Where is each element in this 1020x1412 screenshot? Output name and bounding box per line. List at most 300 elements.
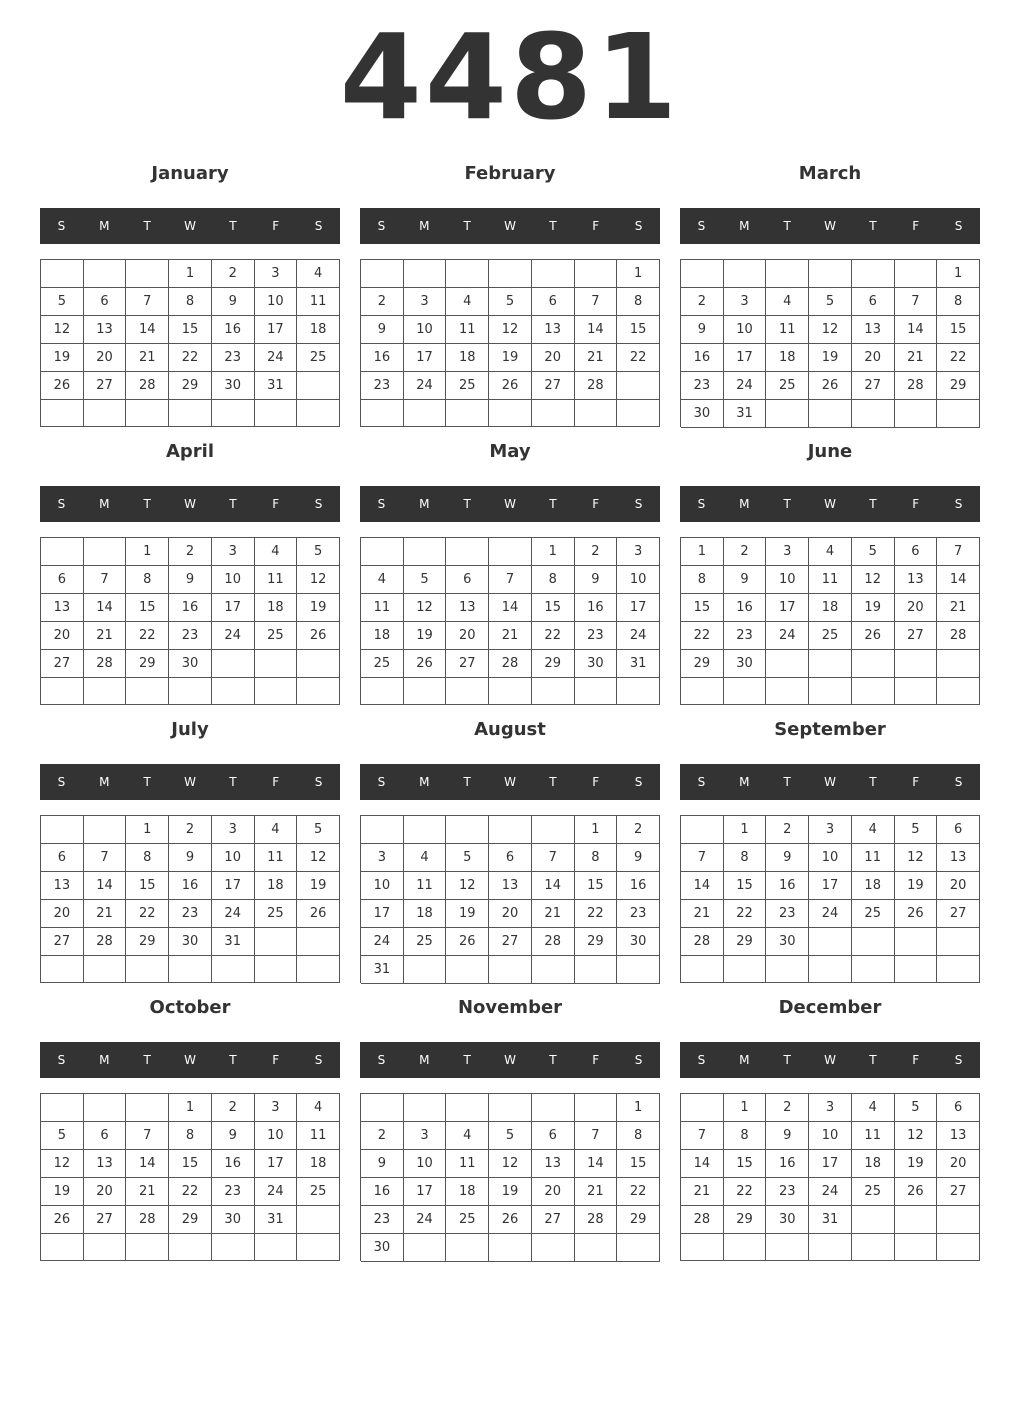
day-cell: 4 bbox=[297, 260, 340, 288]
day-cell bbox=[404, 260, 447, 288]
weekday-label: F bbox=[272, 219, 280, 233]
day-cell: 28 bbox=[681, 1206, 724, 1234]
day-cell: 28 bbox=[126, 372, 169, 400]
day-cell: 5 bbox=[489, 1122, 532, 1150]
day-cell bbox=[84, 1094, 127, 1122]
day-cell bbox=[809, 1234, 852, 1261]
day-cell bbox=[361, 678, 404, 705]
day-cell: 29 bbox=[617, 1206, 660, 1234]
day-cell: 17 bbox=[255, 316, 298, 344]
day-cell: 2 bbox=[681, 288, 724, 316]
weekday-header bbox=[40, 1042, 340, 1078]
day-cell: 18 bbox=[446, 344, 489, 372]
day-cell bbox=[489, 1234, 532, 1262]
day-cell: 22 bbox=[126, 622, 169, 650]
day-cell: 26 bbox=[489, 1206, 532, 1234]
weekday-label: M bbox=[739, 219, 750, 233]
day-cell: 12 bbox=[895, 1122, 938, 1150]
weekday-label: T bbox=[869, 497, 877, 511]
weekday-label: T bbox=[463, 775, 471, 789]
weekday-label: F bbox=[912, 219, 920, 233]
day-cell: 7 bbox=[681, 844, 724, 872]
day-cell bbox=[489, 678, 532, 705]
day-cell bbox=[404, 538, 447, 566]
day-cell bbox=[297, 372, 340, 400]
day-cell: 11 bbox=[361, 594, 404, 622]
day-cell: 5 bbox=[41, 288, 84, 316]
day-cell: 21 bbox=[489, 622, 532, 650]
day-cell bbox=[766, 956, 809, 983]
day-cell: 9 bbox=[617, 844, 660, 872]
day-cell: 29 bbox=[575, 928, 618, 956]
day-cell bbox=[41, 538, 84, 566]
day-cell bbox=[937, 956, 980, 983]
day-cell bbox=[575, 1234, 618, 1262]
day-cell bbox=[766, 650, 809, 678]
day-cell: 6 bbox=[937, 1094, 980, 1122]
day-cell: 8 bbox=[617, 288, 660, 316]
day-cell: 6 bbox=[852, 288, 895, 316]
day-cell: 22 bbox=[724, 900, 767, 928]
day-cell bbox=[361, 538, 404, 566]
day-cell: 10 bbox=[255, 288, 298, 316]
day-cell bbox=[489, 1094, 532, 1122]
day-cell: 7 bbox=[126, 1122, 169, 1150]
day-cell: 22 bbox=[937, 344, 980, 372]
day-grid bbox=[40, 1093, 340, 1261]
day-cell: 8 bbox=[617, 1122, 660, 1150]
day-cell: 14 bbox=[681, 1150, 724, 1178]
day-cell: 25 bbox=[297, 1178, 340, 1206]
day-cell: 28 bbox=[681, 928, 724, 956]
day-cell bbox=[766, 1234, 809, 1261]
day-cell: 11 bbox=[255, 566, 298, 594]
day-cell: 5 bbox=[852, 538, 895, 566]
day-cell: 24 bbox=[809, 900, 852, 928]
day-cell bbox=[255, 678, 298, 705]
day-cell: 10 bbox=[404, 316, 447, 344]
day-cell bbox=[937, 1206, 980, 1234]
day-cell: 16 bbox=[169, 594, 212, 622]
weekday-label: T bbox=[549, 219, 557, 233]
day-cell: 25 bbox=[255, 900, 298, 928]
day-cell: 16 bbox=[212, 1150, 255, 1178]
weekday-header bbox=[40, 486, 340, 522]
weekday-label: M bbox=[99, 1053, 110, 1067]
day-cell bbox=[532, 260, 575, 288]
day-cell: 20 bbox=[489, 900, 532, 928]
day-cell bbox=[126, 1234, 169, 1261]
day-cell: 20 bbox=[532, 344, 575, 372]
day-cell bbox=[681, 816, 724, 844]
day-cell: 18 bbox=[361, 622, 404, 650]
day-cell: 17 bbox=[617, 594, 660, 622]
day-cell: 20 bbox=[937, 872, 980, 900]
day-cell bbox=[169, 400, 212, 427]
day-cell: 23 bbox=[212, 344, 255, 372]
day-cell bbox=[361, 1094, 404, 1122]
day-cell: 9 bbox=[361, 1150, 404, 1178]
day-cell: 7 bbox=[575, 288, 618, 316]
day-cell: 23 bbox=[724, 622, 767, 650]
day-cell: 4 bbox=[852, 816, 895, 844]
day-cell: 10 bbox=[809, 844, 852, 872]
day-cell: 14 bbox=[532, 872, 575, 900]
day-cell bbox=[532, 956, 575, 984]
day-cell: 3 bbox=[212, 816, 255, 844]
day-cell: 14 bbox=[126, 1150, 169, 1178]
month-name: January bbox=[151, 163, 229, 184]
weekday-header bbox=[360, 486, 660, 522]
weekday-label: F bbox=[912, 775, 920, 789]
day-cell: 26 bbox=[297, 900, 340, 928]
day-cell: 20 bbox=[895, 594, 938, 622]
day-cell: 23 bbox=[617, 900, 660, 928]
day-cell: 11 bbox=[852, 1122, 895, 1150]
day-cell: 16 bbox=[361, 1178, 404, 1206]
day-cell: 8 bbox=[937, 288, 980, 316]
day-cell bbox=[937, 928, 980, 956]
day-grid bbox=[680, 1093, 980, 1261]
day-cell: 31 bbox=[212, 928, 255, 956]
weekday-label: F bbox=[592, 1053, 600, 1067]
day-cell: 25 bbox=[766, 372, 809, 400]
weekday-label: T bbox=[783, 775, 791, 789]
day-cell: 17 bbox=[766, 594, 809, 622]
month-name: April bbox=[165, 441, 215, 462]
day-cell: 7 bbox=[937, 538, 980, 566]
day-cell: 29 bbox=[532, 650, 575, 678]
day-cell bbox=[212, 956, 255, 983]
day-cell: 8 bbox=[169, 288, 212, 316]
day-cell bbox=[766, 260, 809, 288]
weekday-label: S bbox=[314, 1053, 323, 1067]
day-cell: 30 bbox=[212, 372, 255, 400]
day-cell bbox=[766, 400, 809, 428]
day-cell: 1 bbox=[169, 260, 212, 288]
day-cell: 29 bbox=[126, 650, 169, 678]
day-cell bbox=[255, 650, 298, 678]
weekday-label: M bbox=[99, 497, 110, 511]
day-cell: 12 bbox=[41, 1150, 84, 1178]
day-cell: 15 bbox=[126, 872, 169, 900]
day-cell: 24 bbox=[809, 1178, 852, 1206]
day-cell bbox=[681, 1234, 724, 1261]
day-cell: 18 bbox=[297, 316, 340, 344]
day-cell: 10 bbox=[212, 566, 255, 594]
day-cell: 25 bbox=[446, 372, 489, 400]
day-cell: 20 bbox=[84, 1178, 127, 1206]
day-cell: 19 bbox=[41, 344, 84, 372]
day-cell: 12 bbox=[297, 566, 340, 594]
day-grid bbox=[680, 815, 980, 983]
day-cell bbox=[169, 1234, 212, 1261]
day-cell: 23 bbox=[361, 372, 404, 400]
day-cell: 1 bbox=[169, 1094, 212, 1122]
day-cell bbox=[852, 650, 895, 678]
day-cell: 25 bbox=[446, 1206, 489, 1234]
day-cell: 16 bbox=[681, 344, 724, 372]
day-cell: 26 bbox=[809, 372, 852, 400]
day-cell: 13 bbox=[84, 1150, 127, 1178]
day-cell: 15 bbox=[617, 1150, 660, 1178]
day-cell: 13 bbox=[84, 316, 127, 344]
day-cell: 13 bbox=[41, 872, 84, 900]
day-cell bbox=[84, 1234, 127, 1261]
day-cell: 25 bbox=[361, 650, 404, 678]
weekday-header bbox=[40, 208, 340, 244]
weekday-label: S bbox=[314, 775, 323, 789]
day-cell: 3 bbox=[404, 1122, 447, 1150]
day-cell bbox=[297, 1206, 340, 1234]
day-cell: 12 bbox=[446, 872, 489, 900]
day-cell: 2 bbox=[575, 538, 618, 566]
day-cell bbox=[489, 816, 532, 844]
day-cell: 26 bbox=[895, 1178, 938, 1206]
day-cell: 18 bbox=[852, 872, 895, 900]
day-cell: 7 bbox=[681, 1122, 724, 1150]
day-cell: 19 bbox=[895, 872, 938, 900]
day-cell: 15 bbox=[724, 1150, 767, 1178]
day-cell: 2 bbox=[169, 816, 212, 844]
day-cell: 30 bbox=[212, 1206, 255, 1234]
weekday-label: T bbox=[869, 1053, 877, 1067]
day-cell: 27 bbox=[532, 1206, 575, 1234]
day-cell: 30 bbox=[681, 400, 724, 428]
weekday-label: S bbox=[57, 1053, 66, 1067]
day-cell: 30 bbox=[361, 1234, 404, 1262]
day-cell: 7 bbox=[126, 288, 169, 316]
day-cell: 6 bbox=[895, 538, 938, 566]
day-cell: 23 bbox=[681, 372, 724, 400]
day-cell: 16 bbox=[766, 872, 809, 900]
year-title: 4481 bbox=[339, 8, 681, 146]
day-cell bbox=[297, 956, 340, 983]
day-cell: 2 bbox=[361, 1122, 404, 1150]
day-cell: 15 bbox=[681, 594, 724, 622]
day-cell bbox=[446, 678, 489, 705]
day-cell: 8 bbox=[724, 1122, 767, 1150]
day-cell: 14 bbox=[126, 316, 169, 344]
day-cell bbox=[937, 400, 980, 428]
day-cell: 27 bbox=[937, 900, 980, 928]
day-cell: 14 bbox=[84, 872, 127, 900]
day-cell: 7 bbox=[489, 566, 532, 594]
day-cell: 22 bbox=[169, 1178, 212, 1206]
weekday-header bbox=[360, 208, 660, 244]
day-cell: 19 bbox=[852, 594, 895, 622]
day-cell bbox=[532, 1094, 575, 1122]
day-cell bbox=[212, 678, 255, 705]
weekday-label: T bbox=[463, 219, 471, 233]
weekday-label: S bbox=[377, 1053, 386, 1067]
day-cell: 18 bbox=[404, 900, 447, 928]
day-cell: 10 bbox=[404, 1150, 447, 1178]
day-cell: 18 bbox=[809, 594, 852, 622]
weekday-label: T bbox=[463, 1053, 471, 1067]
day-cell bbox=[852, 400, 895, 428]
day-cell bbox=[937, 678, 980, 705]
day-grid bbox=[40, 259, 340, 427]
weekday-label: T bbox=[783, 1053, 791, 1067]
day-cell bbox=[937, 650, 980, 678]
day-cell: 26 bbox=[446, 928, 489, 956]
weekday-label: W bbox=[504, 219, 516, 233]
day-cell bbox=[84, 260, 127, 288]
day-cell: 21 bbox=[532, 900, 575, 928]
day-cell: 3 bbox=[809, 1094, 852, 1122]
day-cell: 22 bbox=[575, 900, 618, 928]
day-cell bbox=[255, 956, 298, 983]
day-cell: 30 bbox=[169, 650, 212, 678]
day-cell: 27 bbox=[852, 372, 895, 400]
day-cell: 25 bbox=[404, 928, 447, 956]
day-cell bbox=[297, 400, 340, 427]
weekday-label: S bbox=[634, 775, 643, 789]
day-cell: 2 bbox=[169, 538, 212, 566]
day-cell: 30 bbox=[575, 650, 618, 678]
weekday-label: F bbox=[592, 497, 600, 511]
day-cell: 9 bbox=[575, 566, 618, 594]
day-cell bbox=[852, 1206, 895, 1234]
weekday-label: T bbox=[549, 497, 557, 511]
day-cell bbox=[617, 400, 660, 427]
weekday-label: T bbox=[143, 219, 151, 233]
day-cell bbox=[446, 1234, 489, 1262]
day-cell: 31 bbox=[361, 956, 404, 984]
day-cell: 17 bbox=[724, 344, 767, 372]
day-cell bbox=[895, 650, 938, 678]
day-cell: 28 bbox=[532, 928, 575, 956]
weekday-label: S bbox=[697, 1053, 706, 1067]
day-cell: 28 bbox=[895, 372, 938, 400]
day-cell bbox=[532, 1234, 575, 1262]
day-cell: 16 bbox=[169, 872, 212, 900]
day-cell bbox=[681, 678, 724, 705]
day-cell: 9 bbox=[766, 844, 809, 872]
day-cell bbox=[489, 538, 532, 566]
day-cell: 5 bbox=[446, 844, 489, 872]
day-cell: 15 bbox=[169, 316, 212, 344]
day-cell: 12 bbox=[297, 844, 340, 872]
weekday-label: S bbox=[314, 497, 323, 511]
day-cell: 2 bbox=[212, 1094, 255, 1122]
weekday-label: M bbox=[739, 497, 750, 511]
weekday-label: M bbox=[419, 775, 430, 789]
day-cell: 15 bbox=[724, 872, 767, 900]
weekday-label: S bbox=[377, 775, 386, 789]
weekday-label: T bbox=[143, 1053, 151, 1067]
day-cell bbox=[446, 538, 489, 566]
day-cell: 23 bbox=[575, 622, 618, 650]
day-cell bbox=[255, 400, 298, 427]
day-cell: 18 bbox=[297, 1150, 340, 1178]
day-cell: 24 bbox=[404, 372, 447, 400]
day-cell: 3 bbox=[809, 816, 852, 844]
day-cell: 29 bbox=[681, 650, 724, 678]
day-cell bbox=[809, 650, 852, 678]
day-cell: 29 bbox=[724, 1206, 767, 1234]
day-cell: 24 bbox=[212, 900, 255, 928]
day-cell bbox=[404, 956, 447, 984]
day-cell bbox=[126, 260, 169, 288]
day-cell: 4 bbox=[255, 538, 298, 566]
day-cell: 13 bbox=[895, 566, 938, 594]
day-cell: 2 bbox=[361, 288, 404, 316]
day-cell bbox=[489, 956, 532, 984]
day-cell bbox=[126, 400, 169, 427]
day-cell bbox=[361, 816, 404, 844]
day-cell: 5 bbox=[41, 1122, 84, 1150]
day-cell: 13 bbox=[852, 316, 895, 344]
day-cell: 16 bbox=[575, 594, 618, 622]
day-cell: 19 bbox=[297, 594, 340, 622]
day-cell bbox=[84, 816, 127, 844]
day-cell bbox=[895, 400, 938, 428]
day-grid bbox=[360, 1093, 660, 1261]
day-cell: 27 bbox=[84, 372, 127, 400]
day-cell: 13 bbox=[937, 844, 980, 872]
day-cell: 15 bbox=[617, 316, 660, 344]
day-cell: 26 bbox=[852, 622, 895, 650]
day-cell: 18 bbox=[852, 1150, 895, 1178]
day-cell: 4 bbox=[361, 566, 404, 594]
day-cell: 7 bbox=[575, 1122, 618, 1150]
day-cell bbox=[446, 1094, 489, 1122]
day-cell: 25 bbox=[852, 1178, 895, 1206]
weekday-header bbox=[40, 764, 340, 800]
weekday-label: S bbox=[634, 219, 643, 233]
weekday-label: F bbox=[912, 497, 920, 511]
day-cell bbox=[809, 956, 852, 983]
day-cell: 17 bbox=[809, 872, 852, 900]
day-cell: 7 bbox=[895, 288, 938, 316]
day-cell: 12 bbox=[489, 316, 532, 344]
day-cell: 14 bbox=[937, 566, 980, 594]
day-cell: 14 bbox=[895, 316, 938, 344]
weekday-label: S bbox=[377, 219, 386, 233]
weekday-label: M bbox=[419, 1053, 430, 1067]
weekday-label: F bbox=[272, 1053, 280, 1067]
day-cell: 8 bbox=[126, 844, 169, 872]
day-cell: 19 bbox=[895, 1150, 938, 1178]
day-cell: 17 bbox=[404, 344, 447, 372]
day-cell bbox=[297, 1234, 340, 1261]
day-cell: 12 bbox=[404, 594, 447, 622]
day-cell: 11 bbox=[297, 1122, 340, 1150]
day-cell: 27 bbox=[489, 928, 532, 956]
day-cell: 2 bbox=[766, 816, 809, 844]
day-cell: 1 bbox=[937, 260, 980, 288]
day-cell: 10 bbox=[212, 844, 255, 872]
weekday-label: T bbox=[869, 775, 877, 789]
day-cell: 19 bbox=[489, 1178, 532, 1206]
day-cell: 22 bbox=[681, 622, 724, 650]
day-cell bbox=[297, 650, 340, 678]
day-cell: 31 bbox=[255, 372, 298, 400]
day-cell: 29 bbox=[724, 928, 767, 956]
day-cell: 11 bbox=[809, 566, 852, 594]
day-cell: 16 bbox=[724, 594, 767, 622]
day-cell: 27 bbox=[41, 650, 84, 678]
day-cell bbox=[681, 260, 724, 288]
day-cell: 6 bbox=[41, 844, 84, 872]
day-cell: 23 bbox=[766, 900, 809, 928]
weekday-label: W bbox=[824, 497, 836, 511]
day-cell: 26 bbox=[41, 1206, 84, 1234]
day-cell: 22 bbox=[126, 900, 169, 928]
day-cell: 27 bbox=[937, 1178, 980, 1206]
